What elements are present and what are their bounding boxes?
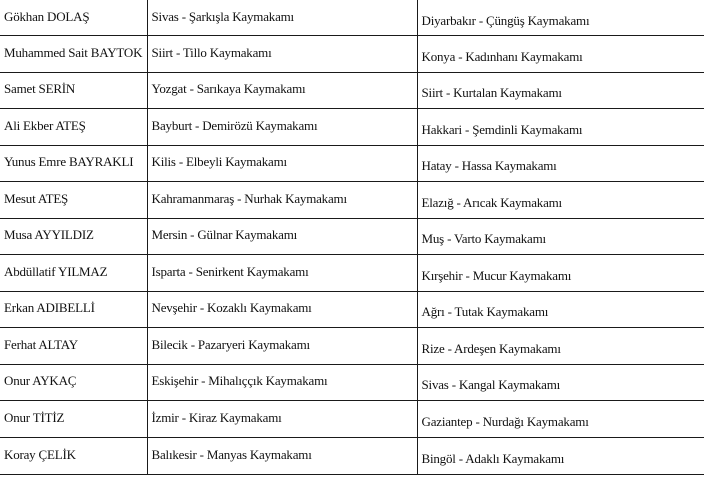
new-post: Hatay - Hassa Kaymakamı — [421, 158, 557, 174]
table-row — [0, 328, 704, 365]
current-post: Balıkesir - Manyas Kaymakamı — [151, 446, 312, 462]
name-cell — [0, 109, 147, 146]
new-post-cell — [417, 437, 704, 474]
table-row — [0, 36, 704, 73]
table-row — [0, 109, 704, 146]
current-post: Eskişehir - Mihalıççık Kaymakamı — [151, 373, 328, 389]
new-post-cell — [417, 255, 704, 292]
person-name: Onur TİTİZ — [4, 409, 65, 425]
person-name: Ali Ekber ATEŞ — [4, 117, 86, 133]
name-cell — [0, 437, 147, 474]
current-post: Nevşehir - Kozaklı Kaymakamı — [151, 300, 312, 316]
current-post-cell — [147, 182, 417, 219]
table-row — [0, 145, 704, 182]
current-post-cell — [147, 145, 417, 182]
table-row — [0, 0, 704, 36]
new-post-cell — [417, 145, 704, 182]
table-row — [0, 291, 704, 328]
new-post-cell — [417, 328, 704, 365]
person-name: Ferhat ALTAY — [4, 336, 78, 352]
new-post-cell — [417, 0, 704, 36]
table-row — [0, 437, 704, 474]
current-post-cell — [147, 291, 417, 328]
name-cell — [0, 36, 147, 73]
new-post-cell — [417, 72, 704, 109]
new-post-cell — [417, 109, 704, 146]
current-post-cell — [147, 437, 417, 474]
current-post-cell — [147, 72, 417, 109]
current-post: Sivas - Şarkışla Kaymakamı — [151, 8, 294, 24]
table-row — [0, 364, 704, 401]
table-row — [0, 401, 704, 438]
new-post: Sivas - Kangal Kaymakamı — [421, 377, 561, 393]
person-name: Yunus Emre BAYRAKLI — [4, 154, 134, 170]
name-cell — [0, 328, 147, 365]
new-post: Kırşehir - Mucur Kaymakamı — [421, 267, 572, 283]
current-post-cell — [147, 328, 417, 365]
current-post-cell — [147, 36, 417, 73]
new-post: Hakkari - Şemdinli Kaymakamı — [421, 121, 583, 137]
current-post: Siirt - Tillo Kaymakamı — [151, 44, 272, 60]
new-post: Muş - Varto Kaymakamı — [421, 231, 546, 247]
person-name: Koray ÇELİK — [4, 446, 76, 462]
current-post: İzmir - Kiraz Kaymakamı — [151, 409, 282, 425]
person-name: Samet SERİN — [4, 81, 76, 97]
new-post: Rize - Ardeşen Kaymakamı — [421, 340, 561, 356]
new-post: Gaziantep - Nurdağı Kaymakamı — [421, 413, 589, 429]
name-cell — [0, 218, 147, 255]
new-post-cell — [417, 401, 704, 438]
current-post-cell — [147, 109, 417, 146]
current-post-cell — [147, 255, 417, 292]
table-row — [0, 218, 704, 255]
current-post: Mersin - Gülnar Kaymakamı — [151, 227, 298, 243]
new-post-cell — [417, 182, 704, 219]
person-name: Abdüllatif YILMAZ — [4, 263, 108, 279]
new-post: Bingöl - Adaklı Kaymakamı — [421, 450, 565, 466]
current-post-cell — [147, 0, 417, 36]
new-post: Diyarbakır - Çüngüş Kaymakamı — [421, 12, 590, 28]
new-post: Elazığ - Arıcak Kaymakamı — [421, 194, 562, 210]
current-post: Bilecik - Pazaryeri Kaymakamı — [151, 336, 310, 352]
table-row — [0, 182, 704, 219]
new-post-cell — [417, 291, 704, 328]
name-cell — [0, 72, 147, 109]
current-post: Kilis - Elbeyli Kaymakamı — [151, 154, 287, 170]
current-post: Kahramanmaraş - Nurhak Kaymakamı — [151, 190, 347, 206]
current-post: Bayburt - Demirözü Kaymakamı — [151, 117, 318, 133]
new-post-cell — [417, 364, 704, 401]
table-row — [0, 72, 704, 109]
person-name: Erkan ADIBELLİ — [4, 300, 95, 316]
name-cell — [0, 291, 147, 328]
new-post: Siirt - Kurtalan Kaymakamı — [421, 85, 562, 101]
name-cell — [0, 401, 147, 438]
person-name: Onur AYKAÇ — [4, 373, 77, 389]
table-row — [0, 255, 704, 292]
person-name: Gökhan DOLAŞ — [4, 8, 90, 24]
name-cell — [0, 364, 147, 401]
name-cell — [0, 255, 147, 292]
current-post-cell — [147, 364, 417, 401]
person-name: Muhammed Sait BAYTOK — [4, 44, 143, 60]
person-name: Mesut ATEŞ — [4, 190, 69, 206]
name-cell — [0, 145, 147, 182]
new-post-cell — [417, 36, 704, 73]
current-post-cell — [147, 218, 417, 255]
current-post-cell — [147, 401, 417, 438]
current-post: Yozgat - Sarıkaya Kaymakamı — [151, 81, 306, 97]
current-post: Isparta - Senirkent Kaymakamı — [151, 263, 309, 279]
new-post: Konya - Kadınhanı Kaymakamı — [421, 48, 583, 64]
new-post: Ağrı - Tutak Kaymakamı — [421, 304, 549, 320]
person-name: Musa AYYILDIZ — [4, 227, 94, 243]
name-cell — [0, 182, 147, 219]
new-post-cell — [417, 218, 704, 255]
name-cell — [0, 0, 147, 36]
